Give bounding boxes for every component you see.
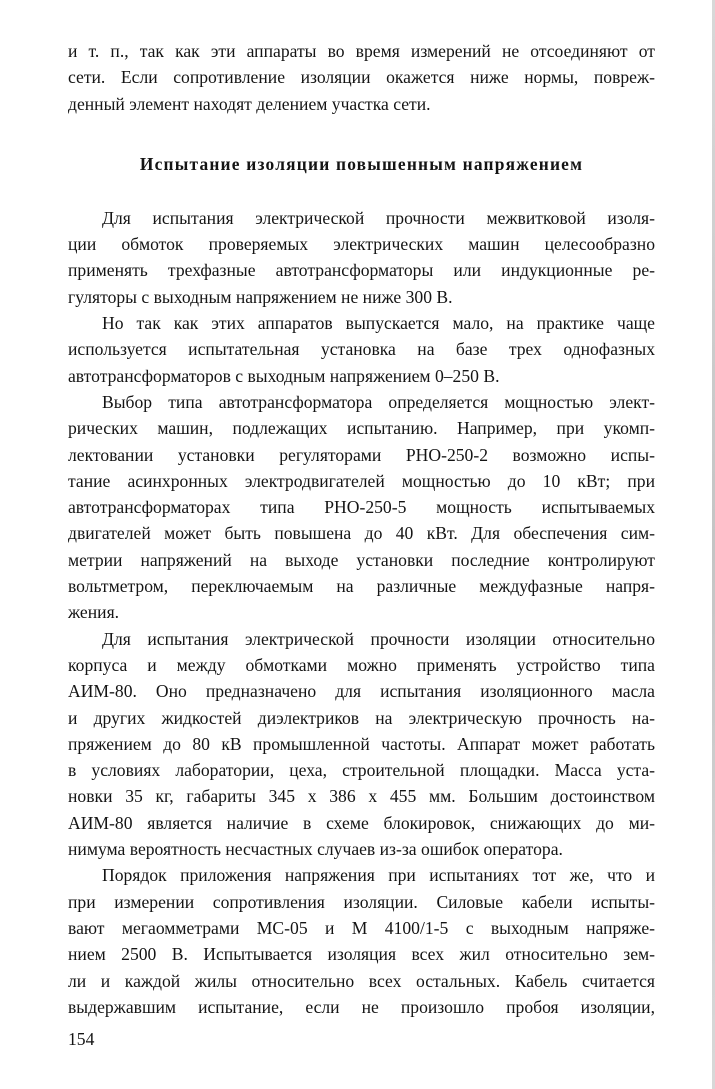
- text-line: ли и каждой жилы относительно всех остальных. Кабель считается: [68, 970, 655, 991]
- paragraph-2: [68, 310, 655, 389]
- text-line: сети. Если сопротивление изоляции окажется ниже нормы, повреж-: [68, 67, 655, 88]
- text-line: автотрансформаторах типа РНО-250-5 мощность испытываемых: [68, 497, 655, 518]
- text-line: и т. п., так как эти аппараты во время измерений не отсоединяют от: [68, 41, 655, 61]
- section-heading: Испытание изоляции повышенным напряжением: [139, 153, 584, 174]
- text-line: лектовании установки регуляторами РНО-250-2 возможно испы-: [68, 444, 655, 465]
- text-line: и других жидкостей диэлектриков на электрическую прочность на-: [68, 707, 655, 728]
- text-line: новки 35 кг, габариты 345 х 386 х 455 мм. Большим достоинством: [68, 786, 655, 807]
- text-line: АИМ-80. Оно предназначено для испытания изоляционного масла: [68, 681, 655, 702]
- text-line: ции обмоток проверяемых электрических машин целесообразно: [68, 234, 655, 255]
- page-number: 154: [68, 1029, 95, 1049]
- text-line: метрии напряжений на выходе установки последние контролируют: [68, 549, 655, 570]
- text-line: используется испытательная установка на базе трех однофазных: [68, 339, 655, 360]
- text-line: пряжением до 80 кВ промышленной частоты. Аппарат может работать: [68, 733, 655, 754]
- text-line: нием 2500 В. Испытывается изоляция всех жил относительно зем-: [68, 944, 655, 965]
- text-line: Для испытания электрической прочности изоляции относительно: [102, 628, 655, 649]
- intro-paragraph: [68, 38, 655, 117]
- text-line: при измерении сопротивления изоляции. Силовые кабели испыты-: [68, 891, 655, 912]
- text-line: корпуса и между обмотками можно применять устройство типа: [68, 654, 655, 675]
- text-line: тание асинхронных электродвигателей мощностью до 10 кВт; при: [68, 470, 655, 491]
- text-line: в условиях лаборатории, цеха, строительной площадки. Масса уста-: [68, 760, 655, 781]
- document-page: [68, 38, 655, 1020]
- text-line: Но так как этих аппаратов выпускается мало, на практике чаще: [102, 313, 655, 334]
- text-line: автотрансформаторов с выходным напряжением 0–250 В.: [68, 365, 500, 386]
- paragraph-1: [68, 205, 655, 310]
- text-line: Порядок приложения напряжения при испытаниях тот же, что и: [102, 865, 655, 886]
- paragraph-3: [68, 389, 655, 626]
- paragraph-5: [68, 862, 655, 1020]
- text-line: денный элемент находят делением участка сети.: [68, 93, 431, 114]
- paragraph-4: [68, 626, 655, 863]
- text-line: АИМ-80 является наличие в схеме блокировок, снижающих до ми-: [68, 812, 655, 833]
- text-line: рических машин, подлежащих испытанию. Например, при укомп-: [68, 418, 655, 439]
- text-line: Для испытания электрической прочности межвитковой изоля-: [102, 207, 655, 228]
- text-line: нимума вероятность несчастных случаев из-за ошибок оператора.: [68, 839, 563, 860]
- text-line: вают мегаомметрами МС-05 и М 4100/1-5 с выходным напряже-: [68, 917, 655, 938]
- text-line: вольтметром, переключаемым на различные междуфазные напря-: [68, 576, 655, 597]
- text-line: применять трехфазные автотрансформаторы или индукционные ре-: [68, 260, 655, 281]
- text-line: выдержавшим испытание, если не произошло пробоя изоляции,: [68, 996, 655, 1017]
- text-line: Выбор типа автотрансформатора определяется мощностью элект-: [102, 391, 655, 412]
- text-line: гуляторы с выходным напряжением не ниже 300 В.: [68, 286, 453, 307]
- text-line: двигателей может быть повышена до 40 кВт. Для обеспечения сим-: [68, 523, 655, 544]
- text-line: жения.: [68, 602, 120, 623]
